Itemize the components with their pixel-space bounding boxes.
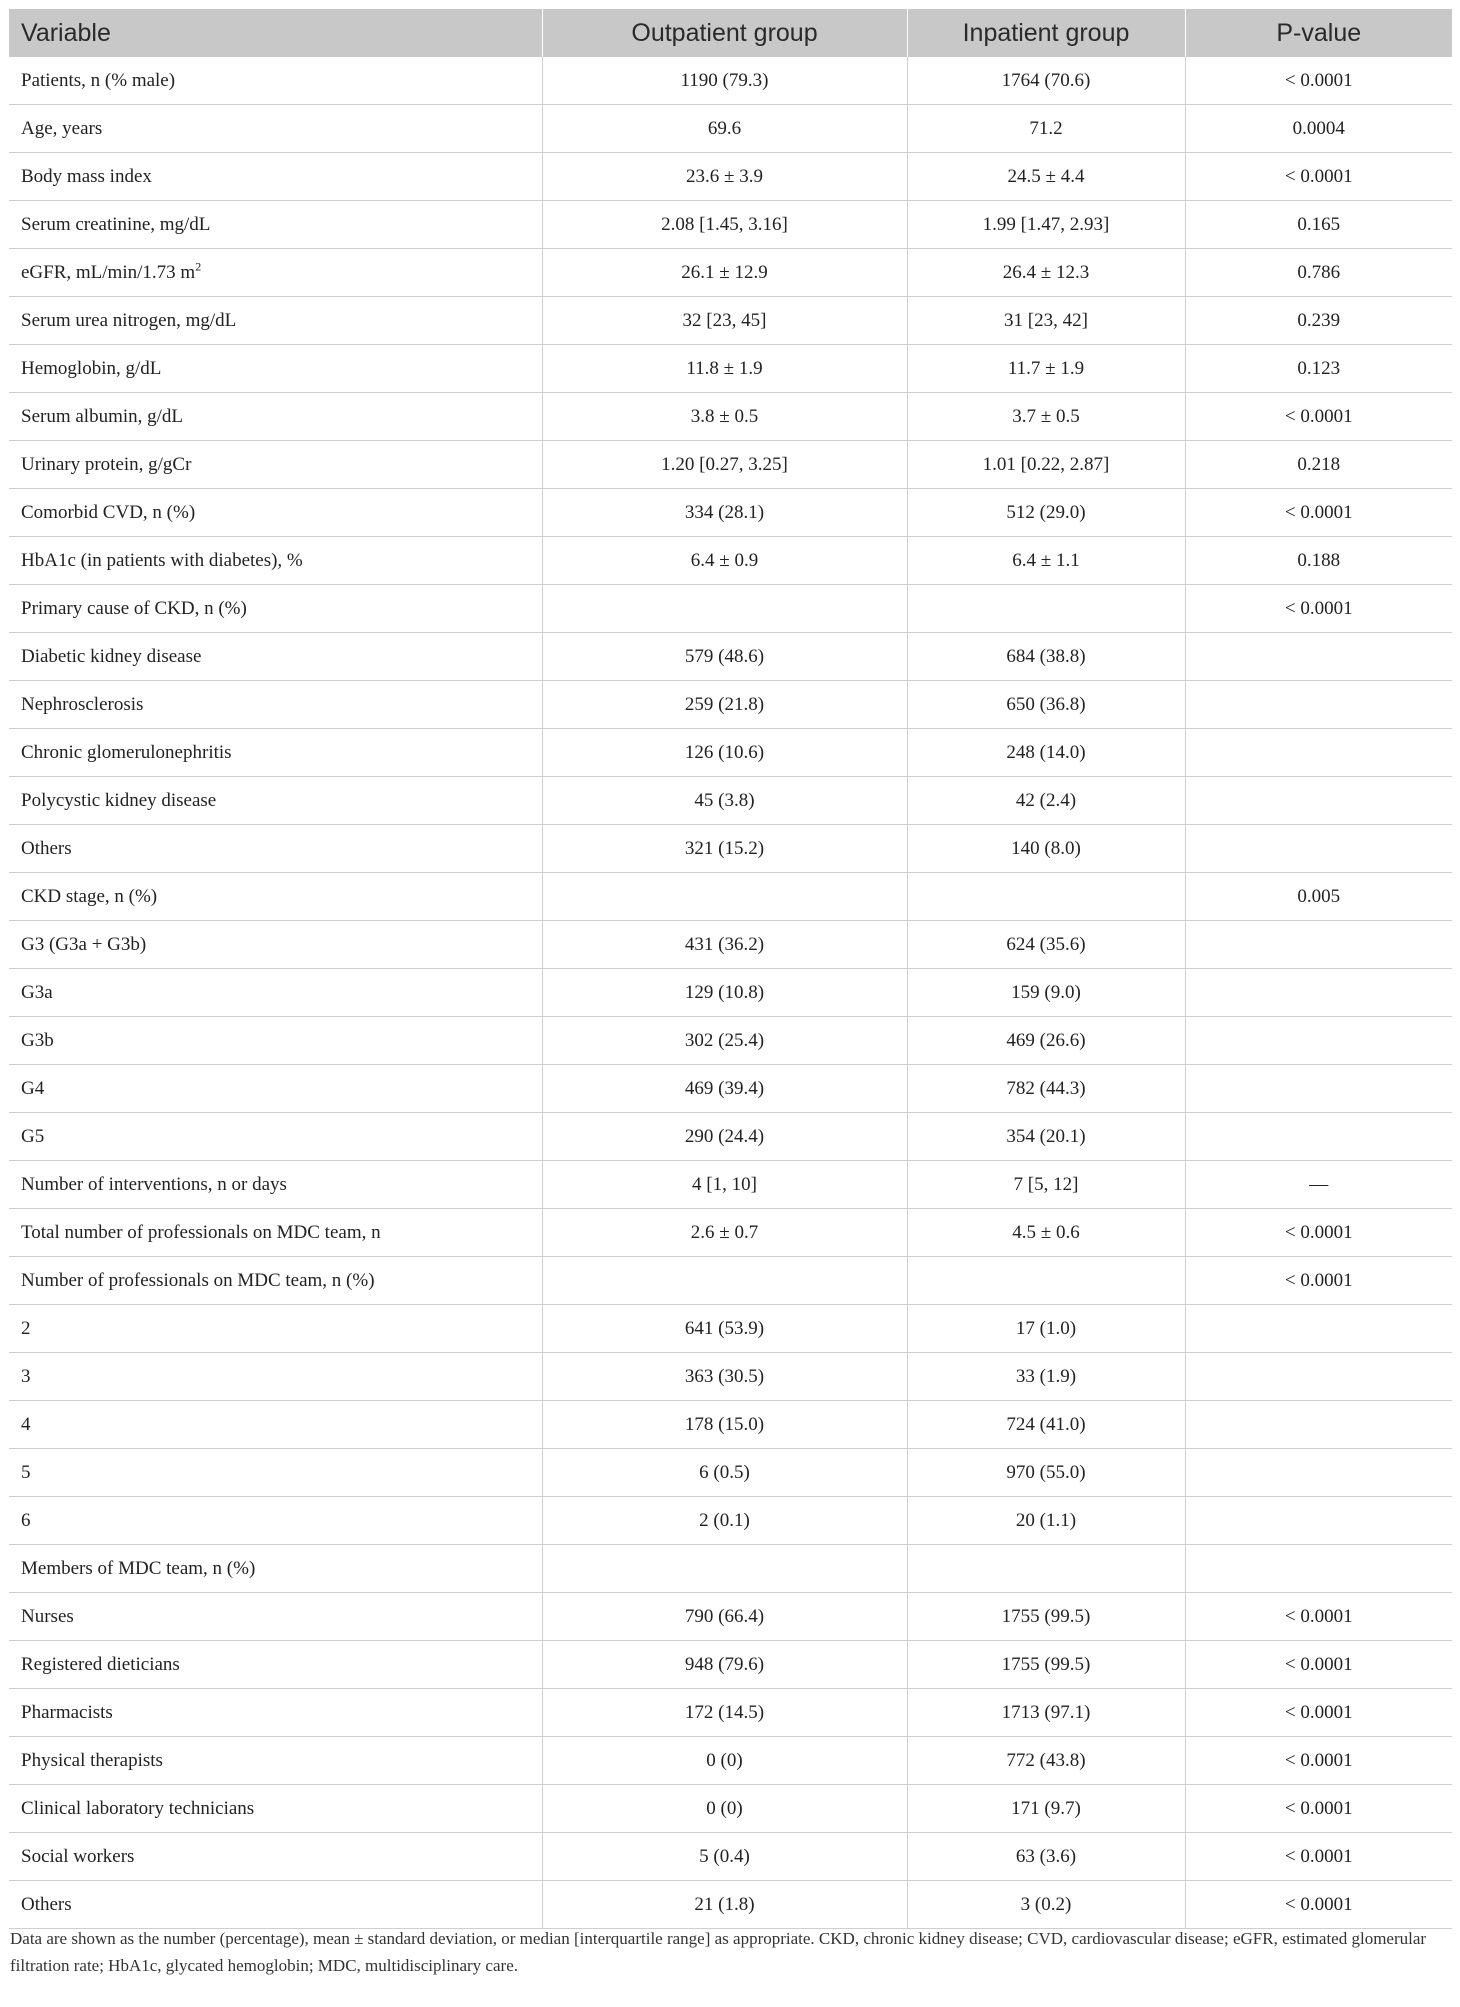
cell-inpatient: 3.7 ± 0.5 (907, 393, 1185, 441)
cell-variable (9, 345, 542, 393)
cell-variable (9, 1065, 542, 1113)
variable-label: Hemoglobin, g/dL (21, 357, 162, 379)
cell-outpatient (542, 1257, 907, 1305)
variable-label: Physical therapists (21, 1749, 163, 1771)
cell-variable (9, 921, 542, 969)
variable-label: Body mass index (21, 165, 152, 187)
table-row (9, 1113, 1452, 1161)
table-row (9, 1353, 1452, 1401)
cell-inpatient: 24.5 ± 4.4 (907, 153, 1185, 201)
cell-outpatient: 321 (15.2) (542, 825, 907, 873)
cell-variable (9, 1449, 542, 1497)
cell-p-value: 0.218 (1185, 441, 1452, 489)
cell-outpatient: 302 (25.4) (542, 1017, 907, 1065)
cell-inpatient: 248 (14.0) (907, 729, 1185, 777)
cell-p-value: < 0.0001 (1185, 1209, 1452, 1257)
variable-label: 2 (21, 1317, 31, 1339)
cell-outpatient: 4 [1, 10] (542, 1161, 907, 1209)
cell-p-value: < 0.0001 (1185, 585, 1452, 633)
cell-p-value: — (1185, 1161, 1452, 1209)
table-row (9, 969, 1452, 1017)
cell-p-value: < 0.0001 (1185, 1593, 1452, 1641)
table-row (9, 1593, 1452, 1641)
table-row (9, 345, 1452, 393)
cell-variable (9, 1593, 542, 1641)
table-row (9, 729, 1452, 777)
cell-inpatient: 970 (55.0) (907, 1449, 1185, 1497)
cell-inpatient: 772 (43.8) (907, 1737, 1185, 1785)
cell-variable (9, 729, 542, 777)
cell-p-value (1185, 1113, 1452, 1161)
variable-label: G5 (21, 1125, 45, 1147)
cell-inpatient: 469 (26.6) (907, 1017, 1185, 1065)
variable-label: Number of professionals on MDC team, n (%) (21, 1269, 375, 1291)
variable-label: Others (21, 837, 72, 859)
data-table (9, 9, 1452, 1929)
cell-variable (9, 825, 542, 873)
cell-p-value: < 0.0001 (1185, 1881, 1452, 1929)
cell-outpatient (542, 1545, 907, 1593)
cell-inpatient: 782 (44.3) (907, 1065, 1185, 1113)
cell-inpatient: 1713 (97.1) (907, 1689, 1185, 1737)
table-row (9, 1449, 1452, 1497)
table-row (9, 825, 1452, 873)
table-row (9, 489, 1452, 537)
table-header-row (9, 9, 1452, 57)
cell-p-value (1185, 921, 1452, 969)
cell-p-value: < 0.0001 (1185, 1833, 1452, 1881)
variable-label: Clinical laboratory technicians (21, 1797, 255, 1819)
header-inpatient-group: Inpatient group (907, 9, 1185, 57)
cell-inpatient: 63 (3.6) (907, 1833, 1185, 1881)
cell-outpatient: 1.20 [0.27, 3.25] (542, 441, 907, 489)
cell-variable (9, 681, 542, 729)
table-row (9, 57, 1452, 105)
variable-label: G3 (G3a + G3b) (21, 933, 147, 955)
cell-variable (9, 969, 542, 1017)
cell-outpatient: 948 (79.6) (542, 1641, 907, 1689)
header-variable: Variable (9, 9, 542, 57)
table-row (9, 1785, 1452, 1833)
table-row (9, 1833, 1452, 1881)
cell-variable (9, 153, 542, 201)
variable-label: Nurses (21, 1605, 74, 1627)
table-row (9, 585, 1452, 633)
cell-variable (9, 1353, 542, 1401)
cell-outpatient: 431 (36.2) (542, 921, 907, 969)
cell-outpatient: 2.6 ± 0.7 (542, 1209, 907, 1257)
cell-p-value (1185, 825, 1452, 873)
table-row (9, 1017, 1452, 1065)
cell-p-value: 0.165 (1185, 201, 1452, 249)
cell-inpatient: 171 (9.7) (907, 1785, 1185, 1833)
variable-label: Members of MDC team, n (%) (21, 1557, 256, 1579)
cell-variable (9, 201, 542, 249)
cell-p-value (1185, 969, 1452, 1017)
cell-outpatient: 579 (48.6) (542, 633, 907, 681)
cell-inpatient: 1755 (99.5) (907, 1593, 1185, 1641)
table-row (9, 249, 1452, 297)
variable-label: Social workers (21, 1845, 135, 1867)
cell-outpatient: 3.8 ± 0.5 (542, 393, 907, 441)
cell-inpatient: 1.99 [1.47, 2.93] (907, 201, 1185, 249)
variable-label: Total number of professionals on MDC team, n (21, 1221, 381, 1243)
cell-p-value (1185, 1305, 1452, 1353)
cell-variable (9, 1401, 542, 1449)
table-row (9, 105, 1452, 153)
variable-label: 4 (21, 1413, 31, 1435)
cell-outpatient: 172 (14.5) (542, 1689, 907, 1737)
cell-variable (9, 1641, 542, 1689)
cell-inpatient: 31 [23, 42] (907, 297, 1185, 345)
cell-outpatient: 2.08 [1.45, 3.16] (542, 201, 907, 249)
cell-variable (9, 1545, 542, 1593)
cell-p-value: < 0.0001 (1185, 153, 1452, 201)
variable-label: Others (21, 1893, 72, 1915)
cell-p-value (1185, 1353, 1452, 1401)
cell-p-value: 0.123 (1185, 345, 1452, 393)
cell-outpatient (542, 873, 907, 921)
table-row (9, 1161, 1452, 1209)
variable-label: 6 (21, 1509, 31, 1531)
variable-label: Number of interventions, n or days (21, 1173, 287, 1195)
cell-variable (9, 1113, 542, 1161)
variable-label: Serum albumin, g/dL (21, 405, 184, 427)
cell-inpatient: 1755 (99.5) (907, 1641, 1185, 1689)
cell-p-value: < 0.0001 (1185, 1689, 1452, 1737)
cell-variable (9, 249, 542, 297)
variable-label: G4 (21, 1077, 45, 1099)
variable-superscript: 2 (195, 259, 202, 274)
table-row (9, 153, 1452, 201)
table-row (9, 633, 1452, 681)
variable-label: Patients, n (% male) (21, 69, 176, 91)
cell-variable (9, 633, 542, 681)
variable-label: Pharmacists (21, 1701, 113, 1723)
cell-p-value (1185, 1017, 1452, 1065)
table-row (9, 1881, 1452, 1929)
table-row (9, 1257, 1452, 1305)
cell-p-value: < 0.0001 (1185, 1641, 1452, 1689)
header-p-value: P-value (1185, 9, 1452, 57)
table-row (9, 1689, 1452, 1737)
cell-inpatient: 42 (2.4) (907, 777, 1185, 825)
variable-label: CKD stage, n (%) (21, 885, 158, 907)
cell-variable (9, 1497, 542, 1545)
cell-p-value: 0.005 (1185, 873, 1452, 921)
cell-inpatient (907, 585, 1185, 633)
cell-variable (9, 57, 542, 105)
cell-outpatient: 45 (3.8) (542, 777, 907, 825)
cell-variable (9, 537, 542, 585)
variable-label: 5 (21, 1461, 31, 1483)
variable-label: Urinary protein, g/gCr (21, 453, 192, 475)
cell-outpatient: 790 (66.4) (542, 1593, 907, 1641)
variable-label: 3 (21, 1365, 31, 1387)
cell-p-value: < 0.0001 (1185, 1257, 1452, 1305)
cell-outpatient: 178 (15.0) (542, 1401, 907, 1449)
cell-p-value: 0.188 (1185, 537, 1452, 585)
table-footnote: Data are shown as the number (percentage), mean ± standard deviation, or median [interquartile range] as appropriate. CKD, chronic kidney disease; CVD, cardiovascular disease; eGFR, estimated glomerular filtration rate; HbA1c, glycated hemoglobin; MDC, multidisciplinary care. (10, 1929, 1427, 1975)
cell-outpatient: 129 (10.8) (542, 969, 907, 1017)
cell-p-value: < 0.0001 (1185, 1785, 1452, 1833)
cell-variable (9, 393, 542, 441)
variable-label: Chronic glomerulonephritis (21, 741, 232, 763)
cell-p-value (1185, 777, 1452, 825)
cell-variable (9, 777, 542, 825)
cell-variable (9, 873, 542, 921)
cell-p-value: 0.786 (1185, 249, 1452, 297)
table-row (9, 1737, 1452, 1785)
cell-p-value (1185, 633, 1452, 681)
cell-variable (9, 1257, 542, 1305)
cell-variable (9, 1785, 542, 1833)
cell-variable (9, 1737, 542, 1785)
table-row (9, 777, 1452, 825)
cell-outpatient: 126 (10.6) (542, 729, 907, 777)
cell-variable (9, 585, 542, 633)
variable-label: Age, years (21, 117, 103, 139)
table-row (9, 537, 1452, 585)
cell-inpatient: 11.7 ± 1.9 (907, 345, 1185, 393)
cell-inpatient: 1.01 [0.22, 2.87] (907, 441, 1185, 489)
cell-outpatient: 334 (28.1) (542, 489, 907, 537)
variable-label: G3b (21, 1029, 54, 1051)
cell-inpatient (907, 1545, 1185, 1593)
cell-p-value (1185, 1065, 1452, 1113)
cell-p-value (1185, 1545, 1452, 1593)
cell-variable (9, 1209, 542, 1257)
cell-variable (9, 489, 542, 537)
cell-variable (9, 1017, 542, 1065)
table-row (9, 393, 1452, 441)
cell-variable (9, 297, 542, 345)
cell-outpatient: 363 (30.5) (542, 1353, 907, 1401)
cell-inpatient: 724 (41.0) (907, 1401, 1185, 1449)
cell-inpatient: 1764 (70.6) (907, 57, 1185, 105)
table-row (9, 1545, 1452, 1593)
cell-p-value: < 0.0001 (1185, 393, 1452, 441)
table-row (9, 1401, 1452, 1449)
cell-inpatient: 71.2 (907, 105, 1185, 153)
cell-inpatient: 684 (38.8) (907, 633, 1185, 681)
cell-inpatient: 6.4 ± 1.1 (907, 537, 1185, 585)
cell-variable (9, 1833, 542, 1881)
cell-outpatient: 26.1 ± 12.9 (542, 249, 907, 297)
variable-label: Nephrosclerosis (21, 693, 144, 715)
table-row (9, 1209, 1452, 1257)
cell-variable (9, 1881, 542, 1929)
table-row (9, 1641, 1452, 1689)
cell-inpatient: 4.5 ± 0.6 (907, 1209, 1185, 1257)
cell-inpatient: 7 [5, 12] (907, 1161, 1185, 1209)
cell-outpatient: 32 [23, 45] (542, 297, 907, 345)
cell-inpatient: 159 (9.0) (907, 969, 1185, 1017)
cell-outpatient: 21 (1.8) (542, 1881, 907, 1929)
variable-label: Polycystic kidney disease (21, 789, 217, 811)
cell-variable (9, 1689, 542, 1737)
cell-inpatient: 33 (1.9) (907, 1353, 1185, 1401)
cell-variable (9, 441, 542, 489)
cell-inpatient: 20 (1.1) (907, 1497, 1185, 1545)
cell-p-value: < 0.0001 (1185, 57, 1452, 105)
variable-label: Serum urea nitrogen, mg/dL (21, 309, 237, 331)
cell-inpatient: 26.4 ± 12.3 (907, 249, 1185, 297)
cell-p-value: < 0.0001 (1185, 1737, 1452, 1785)
cell-outpatient: 23.6 ± 3.9 (542, 153, 907, 201)
header-outpatient-group: Outpatient group (542, 9, 907, 57)
variable-label: Comorbid CVD, n (%) (21, 501, 196, 523)
table-row (9, 873, 1452, 921)
variable-label: HbA1c (in patients with diabetes), % (21, 549, 303, 571)
cell-outpatient: 641 (53.9) (542, 1305, 907, 1353)
table-row (9, 1305, 1452, 1353)
data-table-container (9, 9, 1452, 1929)
cell-p-value (1185, 1401, 1452, 1449)
cell-outpatient: 6.4 ± 0.9 (542, 537, 907, 585)
variable-label: G3a (21, 981, 53, 1003)
table-row (9, 921, 1452, 969)
variable-label: Primary cause of CKD, n (%) (21, 597, 247, 619)
cell-p-value (1185, 1497, 1452, 1545)
cell-inpatient: 140 (8.0) (907, 825, 1185, 873)
cell-variable (9, 1305, 542, 1353)
cell-inpatient: 650 (36.8) (907, 681, 1185, 729)
cell-p-value (1185, 729, 1452, 777)
variable-label: eGFR, mL/min/1.73 m (21, 261, 196, 283)
cell-outpatient: 259 (21.8) (542, 681, 907, 729)
cell-inpatient (907, 1257, 1185, 1305)
cell-outpatient: 2 (0.1) (542, 1497, 907, 1545)
cell-p-value (1185, 681, 1452, 729)
cell-inpatient (907, 873, 1185, 921)
cell-p-value (1185, 1449, 1452, 1497)
table-row (9, 201, 1452, 249)
table-row (9, 441, 1452, 489)
cell-outpatient: 1190 (79.3) (542, 57, 907, 105)
table-row (9, 1497, 1452, 1545)
cell-outpatient: 469 (39.4) (542, 1065, 907, 1113)
cell-outpatient (542, 585, 907, 633)
cell-inpatient: 354 (20.1) (907, 1113, 1185, 1161)
variable-label: Registered dieticians (21, 1653, 180, 1675)
cell-inpatient: 512 (29.0) (907, 489, 1185, 537)
cell-outpatient: 290 (24.4) (542, 1113, 907, 1161)
table-row (9, 297, 1452, 345)
cell-outpatient: 11.8 ± 1.9 (542, 345, 907, 393)
cell-outpatient: 0 (0) (542, 1737, 907, 1785)
cell-outpatient: 69.6 (542, 105, 907, 153)
cell-inpatient: 624 (35.6) (907, 921, 1185, 969)
cell-variable (9, 105, 542, 153)
table-body (9, 57, 1452, 1929)
cell-outpatient: 0 (0) (542, 1785, 907, 1833)
cell-p-value: 0.0004 (1185, 105, 1452, 153)
variable-label: Serum creatinine, mg/dL (21, 213, 211, 235)
cell-inpatient: 3 (0.2) (907, 1881, 1185, 1929)
cell-outpatient: 6 (0.5) (542, 1449, 907, 1497)
cell-outpatient: 5 (0.4) (542, 1833, 907, 1881)
cell-inpatient: 17 (1.0) (907, 1305, 1185, 1353)
cell-variable (9, 1161, 542, 1209)
cell-p-value: 0.239 (1185, 297, 1452, 345)
table-row (9, 1065, 1452, 1113)
cell-p-value: < 0.0001 (1185, 489, 1452, 537)
table-row (9, 681, 1452, 729)
variable-label: Diabetic kidney disease (21, 645, 202, 667)
